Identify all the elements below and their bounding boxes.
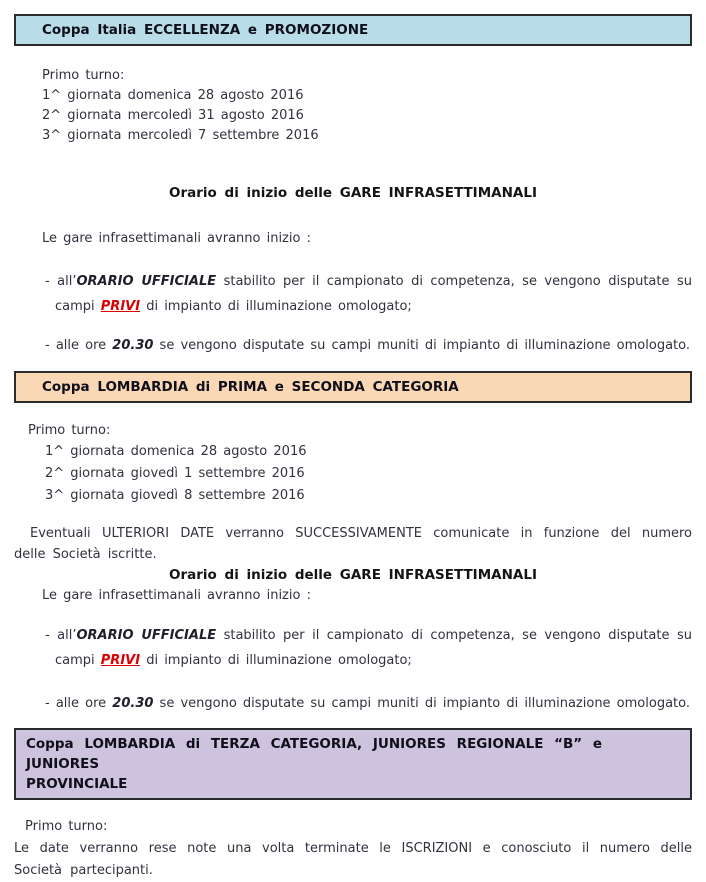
section-title: Coppa LOMBARDIA di PRIMA e SECONDA CATEGORIA [42,379,459,395]
bullet-text: - alle ore [45,338,113,353]
emphasis-orario-ufficiale: ORARIO UFFICIALE [76,628,217,643]
bullet-text: stabilito per il campionato di competenza, se vengono disputate su campi [55,274,692,314]
section-header-coppa-italia [14,14,692,46]
primo-turno-label: Primo turno: [42,68,125,83]
note-iscrizioni: Le date verranno rese note una volta terminate le ISCRIZIONI e conosciuto il numero delle Società partecipanti. [14,841,692,878]
primo-turno-label: Primo turno: [25,819,108,834]
rounds-list [42,86,692,146]
bullet-text: stabilito per il campionato di competenza, se vengono disputate su campi [55,628,692,668]
orario-heading: Orario di inizio delle GARE INFRASETTIMANALI [169,185,537,201]
emphasis-orario-ufficiale: ORARIO UFFICIALE [76,274,217,289]
bullet-text: - all’ [45,274,77,289]
bullet-text: se vengono disputate su campi muniti di impianto di illuminazione omologato. [153,696,690,711]
section-title-line1: Coppa LOMBARDIA di TERZA CATEGORIA, JUNIORES REGIONALE “B” e JUNIORES [26,736,603,772]
orario-intro: Le gare infrasettimanali avranno inizio : [42,588,311,603]
bullet-text: di impianto di illuminazione omologato; [140,653,412,668]
round-item: 1^ giornata domenica 28 agosto 2016 [45,444,307,459]
bullet-ore-2030 [45,691,692,716]
emphasis-2030: 20.30 [112,338,154,353]
section-header-coppa-lombardia-prima-seconda [14,371,692,403]
round-item: 1^ giornata domenica 28 agosto 2016 [42,88,304,103]
bullet-text: di impianto di illuminazione omologato; [140,299,412,314]
round-item: 3^ giornata mercoledì 7 settembre 2016 [42,128,319,143]
highlight-privi: PRIVI [100,299,141,314]
round-item: 2^ giornata giovedì 1 settembre 2016 [45,466,305,481]
bullet-orario-ufficiale [45,269,692,319]
orario-intro: Le gare infrasettimanali avranno inizio : [42,231,311,246]
bullet-text: - all’ [45,628,77,643]
round-item: 3^ giornata giovedì 8 settembre 2016 [45,488,305,503]
highlight-privi: PRIVI [100,653,141,668]
emphasis-2030: 20.30 [112,696,154,711]
bullet-text: se vengono disputate su campi muniti di impianto di illuminazione omologato. [153,338,690,353]
section-header-coppa-lombardia-terza-juniores [14,728,692,800]
rounds-list [45,441,692,507]
note-ulteriori-date: Eventuali ULTERIORI DATE verranno SUCCESSIVAMENTE comunicate in funzione del numero delle Società iscritte. [14,526,692,562]
bullet-text: - alle ore [45,696,113,711]
primo-turno-label: Primo turno: [28,423,111,438]
bullet-orario-ufficiale [45,623,692,673]
orario-heading: Orario di inizio delle GARE INFRASETTIMANALI [169,567,537,583]
round-item: 2^ giornata mercoledì 31 agosto 2016 [42,108,304,123]
section-title: Coppa Italia ECCELLENZA e PROMOZIONE [42,22,369,38]
section-title-line2: PROVINCIALE [26,776,128,792]
bullet-ore-2030 [45,333,692,358]
